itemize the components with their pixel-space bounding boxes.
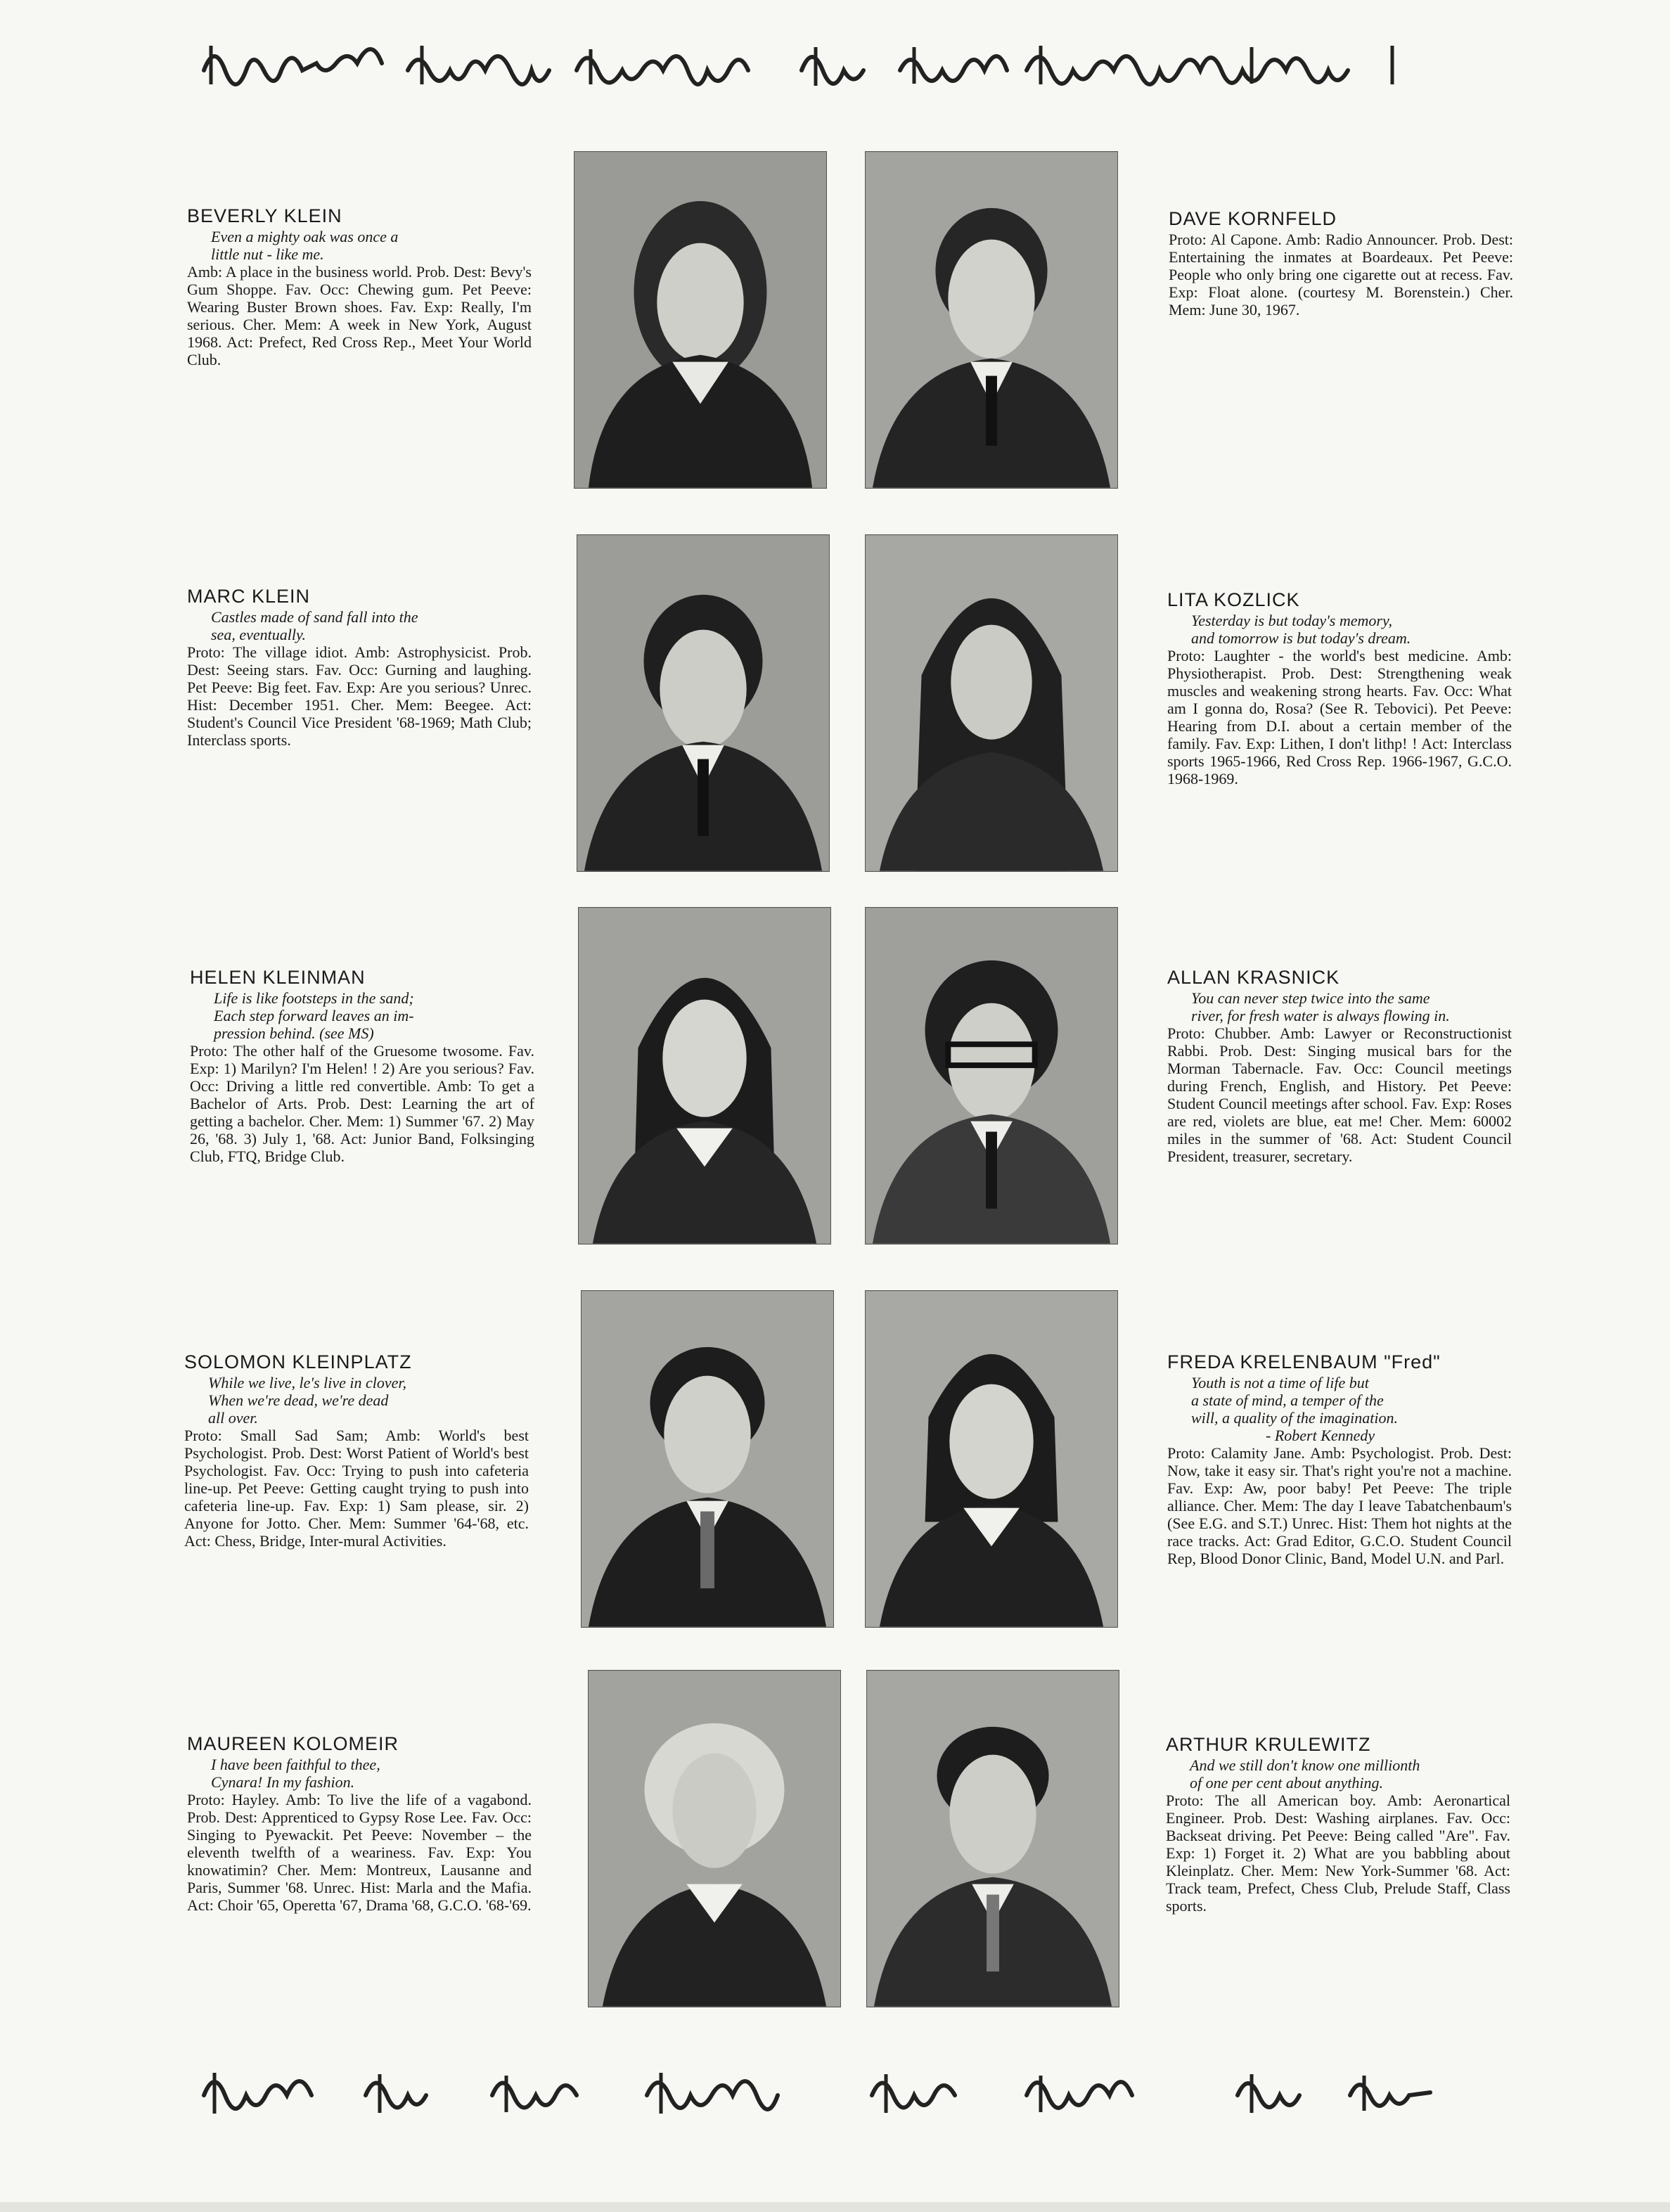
student-quote: And we still don't know one millionth of one per cent about anything. (1190, 1756, 1420, 1792)
portrait-photo (865, 534, 1118, 872)
elvish-script-footer (197, 2060, 1477, 2123)
student-bio: Proto: Laughter - the world's best medicine. Amb: Physiotherapist. Prob. Dest: Strengthening weak muscles and weakening strong hearts. Fav. Occ: What am I gonna do, Rosa? (See R. Tebovici). Pet Peeve: Hearing from D.I. about a certain member of the family. Fav. Exp: Lithen, I don't lithp! ! Act: Interclass sports 1965-1966, Red Cross Rep. 1966-1967, G.C.O. 1968-1969. (1167, 647, 1512, 787)
entry-arthur-krulewitz (1166, 1734, 1510, 1915)
student-name: MARC KLEIN (187, 586, 311, 607)
portrait-photo (578, 907, 831, 1245)
student-quote: Youth is not a time of life but a state of mind, a temper of the will, a quality of the imagination. (1191, 1374, 1398, 1427)
portrait-photo (581, 1290, 834, 1628)
student-quote: You can never step twice into the same river, for fresh water is always flowing in. (1191, 989, 1450, 1024)
portrait-photo (865, 151, 1118, 489)
student-bio: Proto: The other half of the Gruesome twosome. Fav. Exp: 1) Marilyn? I'm Helen! ! 2) Are you serious? Fav. Occ: Driving a little red convertible. Amb: To get a Bachelor of Arts. Prob. Dest: Learning the art of getting a bachelor. Cher. Mem: 1) Summer '67. 2) May 26, '68. 3) July 1, '68. Act: Junior Band, Folksinging Club, FTQ, Bridge Club. (190, 1042, 534, 1165)
student-bio: Proto: Hayley. Amb: To live the life of a vagabond. Prob. Dest: Apprenticed to Gypsy Rose Lee. Fav. Occ: Singing to Pyewackit. Pet Peeve: November – the eleventh twelfth of a weariness. Fav. Exp: You knowatimin? Cher. Mem: Montreux, Lausanne and Paris, Summer '68. Unrec. Hist: Marla and the Mafia. Act: Choir '65, Operetta '67, Drama '68, G.C.O. '68-'69. (187, 1791, 532, 1914)
portrait-photo (588, 1670, 841, 2007)
entry-solomon-kleinplatz (184, 1351, 529, 1550)
student-name: HELEN KLEINMAN (190, 967, 366, 988)
student-quote: Life is like footsteps in the sand; Each step forward leaves an im- pression behind. (see MS) (214, 989, 414, 1042)
student-name: DAVE KORNFELD (1169, 208, 1337, 229)
student-bio: Proto: Small Sad Sam; Amb: World's best Psychologist. Prob. Dest: Worst Patient of World's best Psychologist. Fav. Occ: Trying to push into cafeteria line-up. Pet Peeve: Getting caught trying to push into cafeteria line-up. Fav. Exp: 1) Sam please, sir. 2) Anyone for Jotto. Cher. Mem: Summer '64-'68, etc. Act: Chess, Bridge, Inter-mural Activities. (184, 1427, 529, 1550)
entry-dave-kornfeld (1169, 208, 1513, 319)
student-bio: Amb: A place in the business world. Prob. Dest: Bevy's Gum Shoppe. Fav. Occ: Chewing gum. Pet Peeve: Wearing Buster Brown shoes. Fav. Exp: Really, I'm serious. Cher. Mem: A week in New York, August 1968. Act: Prefect, Red Cross Rep., Meet Your World Club. (187, 263, 532, 368)
quote-credit: - Robert Kennedy (1266, 1427, 1375, 1444)
student-quote: Yesterday is but today's memory, and tomorrow is but today's dream. (1191, 612, 1411, 647)
entry-beverly-klein (187, 205, 532, 368)
student-name: FREDA KRELENBAUM "Fred" (1167, 1351, 1441, 1372)
footer-inscription (197, 2060, 1477, 2123)
portrait-photo (866, 1670, 1119, 2007)
student-quote: Castles made of sand fall into the sea, eventually. (211, 608, 418, 643)
student-name: BEVERLY KLEIN (187, 205, 342, 226)
student-name: ALLAN KRASNICK (1167, 967, 1340, 988)
portrait-photo (865, 1290, 1118, 1628)
student-bio: Proto: The village idiot. Amb: Astrophysicist. Prob. Dest: Seeing stars. Fav. Occ: Gurning and laughing. Pet Peeve: Big feet. Fav. Exp: Are you serious? Unrec. Hist: December 1951. Cher. Mem: Beegee. Act: Student's Council Vice President '68-1969; Math Club; Interclass sports. (187, 643, 532, 749)
student-bio: Proto: Al Capone. Amb: Radio Announcer. Prob. Dest: Entertaining the inmates at Boardeaux. Pet Peeve: People who only bring one cigarette out at recess. Fav. Exp: Float alone. (courtesy M. Borenstein.) Cher. Mem: June 30, 1967. (1169, 231, 1513, 319)
entry-helen-kleinman (190, 967, 534, 1165)
student-quote: While we live, le's live in clover, When we're dead, we're dead all over. (208, 1374, 407, 1427)
student-name: ARTHUR KRULEWITZ (1166, 1734, 1371, 1755)
entry-maureen-kolomeir (187, 1733, 532, 1914)
student-bio: Proto: Calamity Jane. Amb: Psychologist. Prob. Dest: Now, take it easy sir. That's right you're not a machine. Fav. Exp: Aw, poor baby! Pet Peeve: The triple alliance. Cher. Mem: The day I leave Tabatchenbaum's (See E.G. and S.T.) Unrec. Hist: Them hot nights at the race tracks. Act: Grad Editor, G.C.O. Student Council Rep, Blood Donor Clinic, Band, Model U.N. and Parl. (1167, 1444, 1512, 1567)
header-inscription (197, 32, 1477, 95)
student-bio: Proto: The all American boy. Amb: Aeronartical Engineer. Prob. Dest: Washing airplanes. Fav. Occ: Backseat driving. Pet Peeve: Being called "Are". Fav. Exp: 1) Forget it. 2) What are you babbling about Kleinplatz. Cher. Mem: New York-Summer '68. Act: Track team, Prefect, Chess Club, Prelude Staff, Class sports. (1166, 1792, 1510, 1915)
student-quote: Even a mighty oak was once a little nut - like me. (211, 228, 399, 263)
student-name: SOLOMON KLEINPLATZ (184, 1351, 412, 1372)
entry-lita-kozlick (1167, 589, 1512, 787)
portrait-photo (574, 151, 827, 489)
student-bio: Proto: Chubber. Amb: Lawyer or Reconstructionist Rabbi. Prob. Dest: Singing musical bars for the Morman Tabernacle. Fav. Occ: Council meetings during French, English, and History. Pet Peeve: Student Council meetings after school. Fav. Exp: Roses are red, violets are blue, eat me! Cher. Mem: 60002 miles in the summer of '68. Act: Student Council President, treasurer, secretary. (1167, 1024, 1512, 1165)
student-name: MAUREEN KOLOMEIR (187, 1733, 399, 1754)
scan-edge (0, 2202, 1670, 2212)
student-name: LITA KOZLICK (1167, 589, 1300, 610)
portrait-photo (865, 907, 1118, 1245)
entry-freda-krelenbaum (1167, 1351, 1512, 1567)
portrait-photo (577, 534, 830, 872)
elvish-script-header (197, 32, 1477, 95)
student-quote: I have been faithful to thee, Cynara! In my fashion. (211, 1756, 380, 1791)
entry-allan-krasnick (1167, 967, 1512, 1165)
entry-marc-klein (187, 586, 532, 749)
